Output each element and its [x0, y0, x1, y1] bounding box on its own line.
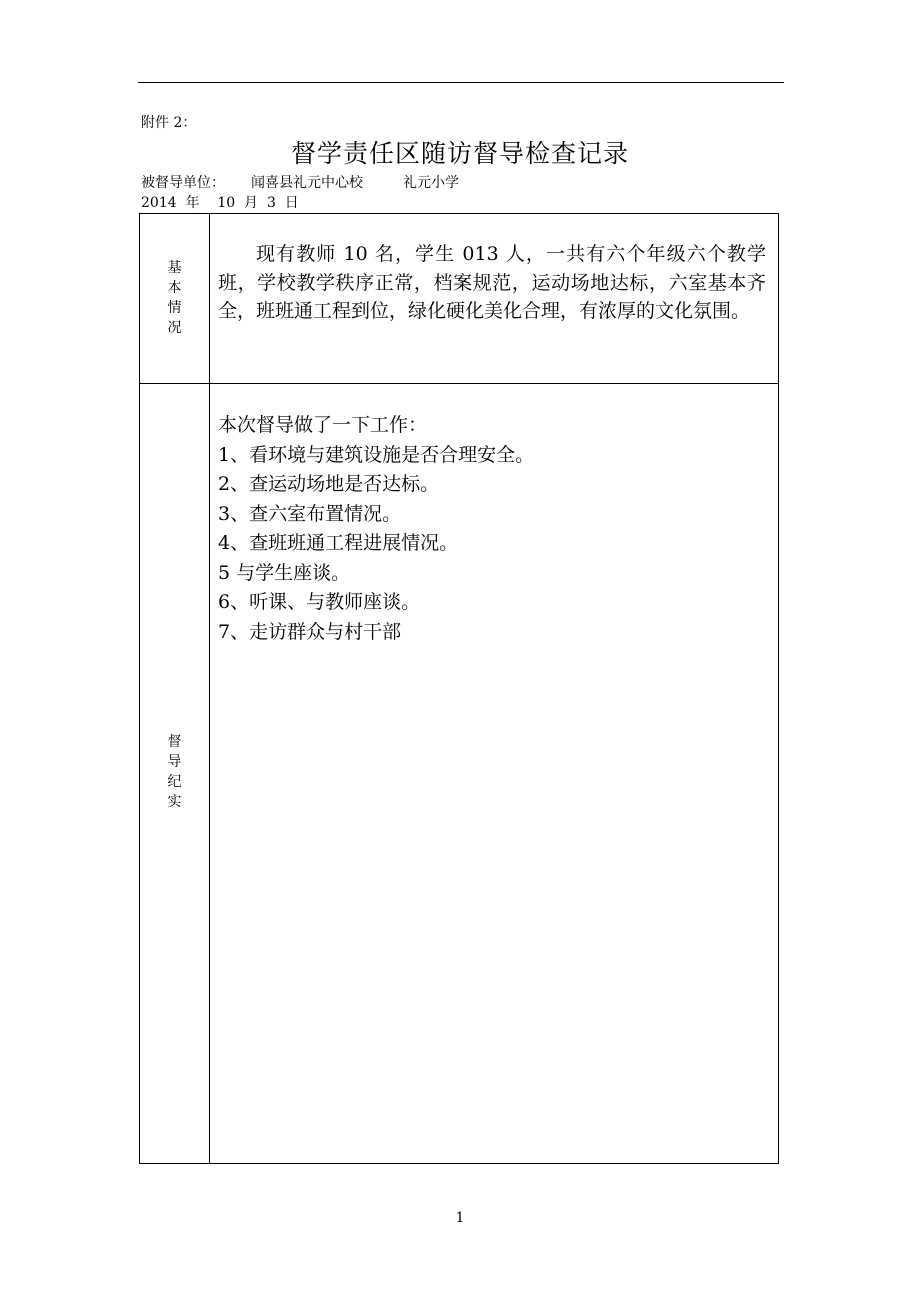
record-list-item: 6、听课、与教师座谈。 — [218, 591, 421, 613]
supervision-record-label-char: 督 — [167, 734, 182, 750]
page-number: 1 — [455, 1210, 465, 1226]
supervision-record-label-char: 实 — [167, 794, 182, 810]
supervision-record-label — [140, 732, 209, 812]
record-list-item: 3、查六室布置情况。 — [218, 502, 402, 525]
record-table — [139, 213, 779, 1164]
page-title: 督学责任区随访督导检查记录 — [290, 139, 629, 168]
supervision-record-label-cell — [140, 384, 210, 1163]
attachment-label: 附件 2： — [141, 115, 197, 131]
record-list-item: 2、查运动场地是否达标。 — [218, 473, 440, 495]
basic-info-label-cell — [140, 214, 210, 383]
supervision-record-label-char: 导 — [167, 754, 182, 770]
supervision-record-label-char: 纪 — [167, 774, 182, 790]
basic-info-label-char: 况 — [167, 320, 182, 336]
record-list-item: 5 与学生座谈。 — [218, 561, 351, 584]
record-intro-line: 本次督导做了一下工作： — [218, 414, 428, 436]
basic-info-label — [140, 258, 209, 338]
supervision-record-content-cell — [210, 384, 778, 1163]
basic-info-row — [140, 214, 778, 384]
basic-info-label-char: 本 — [167, 280, 182, 296]
record-list-item: 1、看环境与建筑设施是否合理安全。 — [218, 443, 535, 466]
header-rule — [138, 82, 784, 83]
basic-info-content-cell — [210, 214, 778, 383]
record-date: 2014 年 10 月 3 日 — [141, 195, 299, 211]
supervision-record-row — [140, 384, 778, 1163]
supervised-unit-label: 被督导单位： — [141, 175, 225, 191]
supervised-unit-line — [141, 174, 459, 192]
sub-school-name: 礼元小学 — [403, 175, 459, 191]
record-list-item: 4、查班班通工程进展情况。 — [218, 532, 459, 554]
record-list-item: 7、走访群众与村干部 — [218, 620, 402, 643]
supervision-record-list — [218, 411, 766, 647]
basic-info-label-char: 基 — [167, 260, 182, 276]
basic-info-text: 现有教师 10 名，学生 013 人，一共有六个年级六个教学班，学校教学秩序正常，档案规范，运动场地达标，六室基本齐全，班班通工程到位，绿化硬化美化合理，有浓厚的文化氛围。 — [218, 243, 766, 323]
basic-info-label-char: 情 — [167, 300, 182, 316]
school-name: 闻喜县礼元中心校 — [251, 175, 363, 191]
